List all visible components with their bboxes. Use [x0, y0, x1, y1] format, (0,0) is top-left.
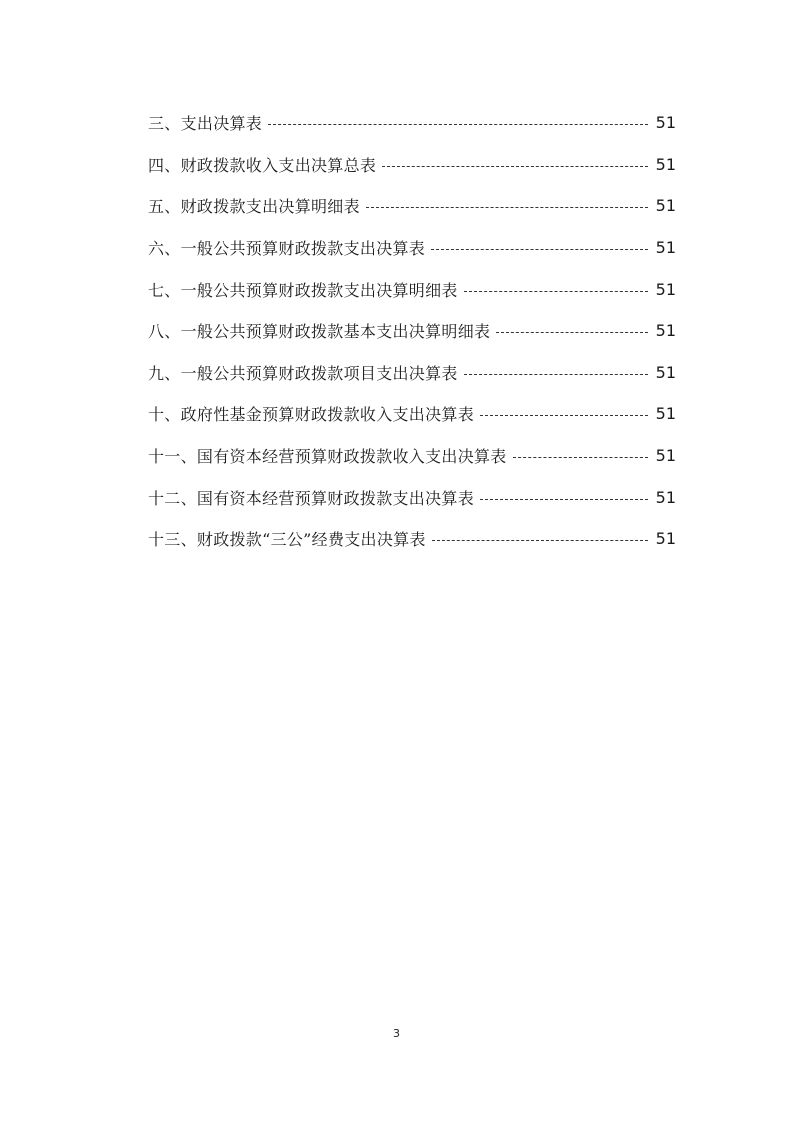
toc-entry[interactable] [148, 310, 676, 352]
toc-entry[interactable] [148, 518, 676, 560]
table-of-contents [148, 102, 676, 560]
toc-entry[interactable] [148, 435, 676, 477]
toc-entry-title: 十、政府性基金预算财政拨款收入支出决算表 [148, 405, 475, 425]
toc-entry-title: 三、支出决算表 [148, 114, 263, 134]
toc-leader-dots [480, 499, 648, 500]
toc-entry-page: 51 [655, 487, 676, 507]
toc-entry[interactable] [148, 144, 676, 186]
toc-entry-title: 十三、财政拨款“三公”经费支出决算表 [148, 530, 426, 550]
toc-leader-dots [480, 415, 648, 416]
toc-leader-dots [431, 249, 648, 250]
toc-leader-dots [464, 374, 648, 375]
toc-entry-page: 51 [655, 279, 676, 299]
toc-entry-title: 五、财政拨款支出决算明细表 [148, 197, 360, 217]
toc-entry[interactable] [148, 102, 676, 144]
toc-entry[interactable] [148, 393, 676, 435]
toc-entry-title: 八、一般公共预算财政拨款基本支出决算明细表 [148, 322, 491, 342]
toc-entry-page: 51 [655, 196, 676, 216]
toc-entry[interactable] [148, 476, 676, 518]
toc-leader-dots [496, 332, 647, 333]
toc-entry-title: 六、一般公共预算财政拨款支出决算表 [148, 239, 426, 259]
toc-entry-page: 51 [655, 113, 676, 133]
toc-entry-title: 十二、国有资本经营预算财政拨款支出决算表 [148, 488, 475, 508]
page-number: 3 [393, 1027, 400, 1040]
toc-leader-dots [366, 207, 648, 208]
toc-entry-title: 七、一般公共预算财政拨款支出决算明细表 [148, 280, 458, 300]
toc-entry-page: 51 [655, 529, 676, 549]
toc-entry-title: 九、一般公共预算财政拨款项目支出决算表 [148, 363, 458, 383]
toc-entry[interactable] [148, 268, 676, 310]
toc-entry-title: 十一、国有资本经营预算财政拨款收入支出决算表 [148, 447, 507, 467]
toc-entry[interactable] [148, 352, 676, 394]
toc-entry-page: 51 [655, 362, 676, 382]
toc-entry[interactable] [148, 185, 676, 227]
toc-entry[interactable] [148, 227, 676, 269]
toc-leader-dots [382, 166, 647, 167]
toc-leader-dots [432, 540, 648, 541]
toc-entry-page: 51 [655, 154, 676, 174]
toc-entry-page: 51 [655, 238, 676, 258]
toc-leader-dots [268, 124, 648, 125]
toc-entry-page: 51 [655, 446, 676, 466]
toc-entry-title: 四、财政拨款收入支出决算总表 [148, 155, 377, 175]
toc-leader-dots [464, 291, 648, 292]
toc-leader-dots [513, 457, 648, 458]
toc-entry-page: 51 [655, 321, 676, 341]
toc-entry-page: 51 [655, 404, 676, 424]
